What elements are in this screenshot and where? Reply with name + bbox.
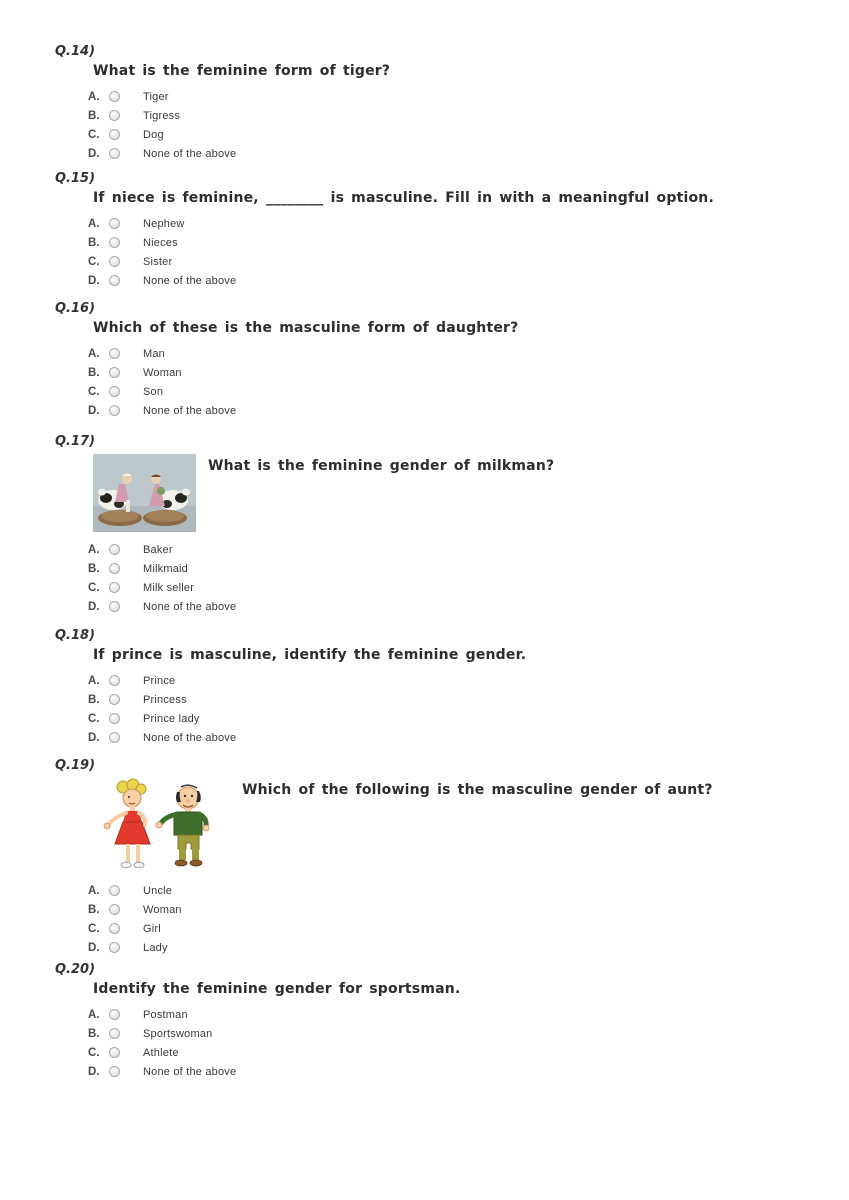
radio-button-icon[interactable] bbox=[109, 367, 120, 378]
option-label: None of the above bbox=[143, 600, 237, 613]
option-letter: D. bbox=[88, 1065, 100, 1078]
radio-button-icon[interactable] bbox=[109, 91, 120, 102]
question-text: Which of the following is the masculine gender of aunt? bbox=[242, 782, 713, 798]
option-row[interactable] bbox=[88, 540, 835, 559]
option-letter: C. bbox=[88, 1046, 100, 1059]
option-letter: D. bbox=[88, 600, 100, 613]
question-head bbox=[93, 778, 835, 873]
option-row[interactable] bbox=[88, 214, 835, 233]
question-head bbox=[93, 454, 835, 532]
option-letter: B. bbox=[88, 1027, 100, 1040]
option-letter: C. bbox=[88, 255, 100, 268]
question-text: Which of these is the masculine form of daughter? bbox=[93, 320, 519, 336]
radio-button-icon[interactable] bbox=[109, 1047, 120, 1058]
question-block bbox=[55, 628, 835, 747]
option-letter: A. bbox=[88, 1008, 100, 1021]
question-body bbox=[88, 778, 835, 957]
option-label: Baker bbox=[143, 543, 173, 556]
option-letter: B. bbox=[88, 366, 100, 379]
question-image bbox=[93, 454, 196, 532]
option-letter: C. bbox=[88, 128, 100, 141]
option-row[interactable] bbox=[88, 252, 835, 271]
options-list bbox=[88, 881, 835, 957]
option-label: Sportswoman bbox=[143, 1027, 213, 1040]
question-head bbox=[93, 63, 835, 80]
option-label: Milkmaid bbox=[143, 562, 188, 575]
option-row[interactable] bbox=[88, 125, 835, 144]
question-number: Q.19) bbox=[55, 758, 96, 773]
radio-button-icon[interactable] bbox=[109, 582, 120, 593]
option-label: Prince lady bbox=[143, 712, 200, 725]
option-letter: B. bbox=[88, 903, 100, 916]
question-head bbox=[93, 647, 835, 664]
option-row[interactable] bbox=[88, 578, 835, 597]
option-row[interactable] bbox=[88, 233, 835, 252]
radio-button-icon[interactable] bbox=[109, 1066, 120, 1077]
option-label: None of the above bbox=[143, 1065, 237, 1078]
question-body bbox=[88, 320, 835, 420]
radio-button-icon[interactable] bbox=[109, 885, 120, 896]
question-text: What is the feminine form of tiger? bbox=[93, 63, 391, 79]
question-block bbox=[55, 301, 835, 420]
options-list bbox=[88, 540, 835, 616]
option-row[interactable] bbox=[88, 728, 835, 747]
option-letter: D. bbox=[88, 731, 100, 744]
question-block bbox=[55, 171, 835, 290]
radio-button-icon[interactable] bbox=[109, 904, 120, 915]
option-row[interactable] bbox=[88, 1062, 835, 1081]
option-letter: D. bbox=[88, 147, 100, 160]
option-row[interactable] bbox=[88, 106, 835, 125]
question-body bbox=[88, 454, 835, 616]
option-row[interactable] bbox=[88, 900, 835, 919]
option-letter: A. bbox=[88, 674, 100, 687]
question-text: Identify the feminine gender for sportsman. bbox=[93, 981, 461, 997]
option-label: Woman bbox=[143, 366, 182, 379]
option-row[interactable] bbox=[88, 919, 835, 938]
option-letter: D. bbox=[88, 941, 100, 954]
radio-button-icon[interactable] bbox=[109, 601, 120, 612]
option-row[interactable] bbox=[88, 144, 835, 163]
option-label: None of the above bbox=[143, 274, 237, 287]
radio-button-icon[interactable] bbox=[109, 386, 120, 397]
option-letter: A. bbox=[88, 347, 100, 360]
option-row[interactable] bbox=[88, 87, 835, 106]
question-block bbox=[55, 962, 835, 1081]
option-letter: D. bbox=[88, 274, 100, 287]
radio-button-icon[interactable] bbox=[109, 1009, 120, 1020]
radio-button-icon[interactable] bbox=[109, 348, 120, 359]
option-row[interactable] bbox=[88, 709, 835, 728]
options-list bbox=[88, 87, 835, 163]
option-label: Woman bbox=[143, 903, 182, 916]
aunt-uncle-cartoon-image bbox=[93, 778, 230, 873]
option-label: None of the above bbox=[143, 147, 237, 160]
radio-button-icon[interactable] bbox=[109, 405, 120, 416]
option-letter: A. bbox=[88, 217, 100, 230]
option-letter: B. bbox=[88, 693, 100, 706]
option-row[interactable] bbox=[88, 1043, 835, 1062]
radio-button-icon[interactable] bbox=[109, 237, 120, 248]
option-row[interactable] bbox=[88, 344, 835, 363]
radio-button-icon[interactable] bbox=[109, 563, 120, 574]
option-label: Athlete bbox=[143, 1046, 179, 1059]
question-block bbox=[55, 44, 835, 163]
radio-button-icon[interactable] bbox=[109, 256, 120, 267]
question-head bbox=[93, 981, 835, 998]
question-block bbox=[55, 758, 835, 957]
option-letter: B. bbox=[88, 562, 100, 575]
option-letter: C. bbox=[88, 581, 100, 594]
milkman-figurines-image bbox=[93, 454, 196, 532]
option-letter: B. bbox=[88, 236, 100, 249]
question-number: Q.20) bbox=[55, 962, 96, 977]
option-label: Nephew bbox=[143, 217, 185, 230]
option-label: Milk seller bbox=[143, 581, 195, 594]
option-row[interactable] bbox=[88, 597, 835, 616]
option-row[interactable] bbox=[88, 559, 835, 578]
option-row[interactable] bbox=[88, 671, 835, 690]
option-row[interactable] bbox=[88, 1024, 835, 1043]
option-label: Uncle bbox=[143, 884, 173, 897]
option-letter: D. bbox=[88, 404, 100, 417]
question-text: If prince is masculine, identify the feminine gender. bbox=[93, 647, 527, 663]
question-head bbox=[93, 320, 835, 337]
option-row[interactable] bbox=[88, 1005, 835, 1024]
option-row[interactable] bbox=[88, 271, 835, 290]
option-label: Nieces bbox=[143, 236, 178, 249]
radio-button-icon[interactable] bbox=[109, 942, 120, 953]
question-number: Q.15) bbox=[55, 171, 96, 186]
options-list bbox=[88, 671, 835, 747]
question-body bbox=[88, 63, 835, 163]
radio-button-icon[interactable] bbox=[109, 544, 120, 555]
options-list bbox=[88, 1005, 835, 1081]
radio-button-icon[interactable] bbox=[109, 713, 120, 724]
option-letter: A. bbox=[88, 543, 100, 556]
question-body bbox=[88, 981, 835, 1081]
option-label: Postman bbox=[143, 1008, 188, 1021]
radio-button-icon[interactable] bbox=[109, 129, 120, 140]
option-letter: C. bbox=[88, 712, 100, 725]
radio-button-icon[interactable] bbox=[109, 675, 120, 686]
option-row[interactable] bbox=[88, 382, 835, 401]
option-letter: A. bbox=[88, 884, 100, 897]
radio-button-icon[interactable] bbox=[109, 218, 120, 229]
radio-button-icon[interactable] bbox=[109, 1028, 120, 1039]
question-number: Q.14) bbox=[55, 44, 96, 59]
option-letter: C. bbox=[88, 385, 100, 398]
radio-button-icon[interactable] bbox=[109, 110, 120, 121]
question-body bbox=[88, 647, 835, 747]
options-list bbox=[88, 214, 835, 290]
question-block bbox=[55, 434, 835, 616]
question-body bbox=[88, 190, 835, 290]
question-number: Q.16) bbox=[55, 301, 96, 316]
option-label: Man bbox=[143, 347, 165, 360]
question-text: What is the feminine gender of milkman? bbox=[208, 458, 555, 474]
question-image bbox=[93, 778, 230, 873]
radio-button-icon[interactable] bbox=[109, 148, 120, 159]
option-row[interactable] bbox=[88, 401, 835, 420]
question-number: Q.18) bbox=[55, 628, 96, 643]
option-letter: C. bbox=[88, 922, 100, 935]
option-row[interactable] bbox=[88, 881, 835, 900]
question-number: Q.17) bbox=[55, 434, 96, 449]
option-label: None of the above bbox=[143, 404, 237, 417]
option-label: Lady bbox=[143, 941, 168, 954]
option-letter: B. bbox=[88, 109, 100, 122]
radio-button-icon[interactable] bbox=[109, 732, 120, 743]
option-label: Tigress bbox=[143, 109, 181, 122]
option-label: Tiger bbox=[143, 90, 169, 103]
option-label: None of the above bbox=[143, 731, 237, 744]
option-label: Son bbox=[143, 385, 164, 398]
question-text: If niece is feminine, ________ is masculine. Fill in with a meaningful option. bbox=[93, 190, 714, 206]
option-label: Princess bbox=[143, 693, 187, 706]
option-label: Girl bbox=[143, 922, 161, 935]
option-label: Prince bbox=[143, 674, 176, 687]
question-head bbox=[93, 190, 835, 207]
radio-button-icon[interactable] bbox=[109, 694, 120, 705]
radio-button-icon[interactable] bbox=[109, 275, 120, 286]
option-label: Sister bbox=[143, 255, 173, 268]
option-label: Dog bbox=[143, 128, 164, 141]
options-list bbox=[88, 344, 835, 420]
option-letter: A. bbox=[88, 90, 100, 103]
option-row[interactable] bbox=[88, 938, 835, 957]
option-row[interactable] bbox=[88, 363, 835, 382]
option-row[interactable] bbox=[88, 690, 835, 709]
radio-button-icon[interactable] bbox=[109, 923, 120, 934]
